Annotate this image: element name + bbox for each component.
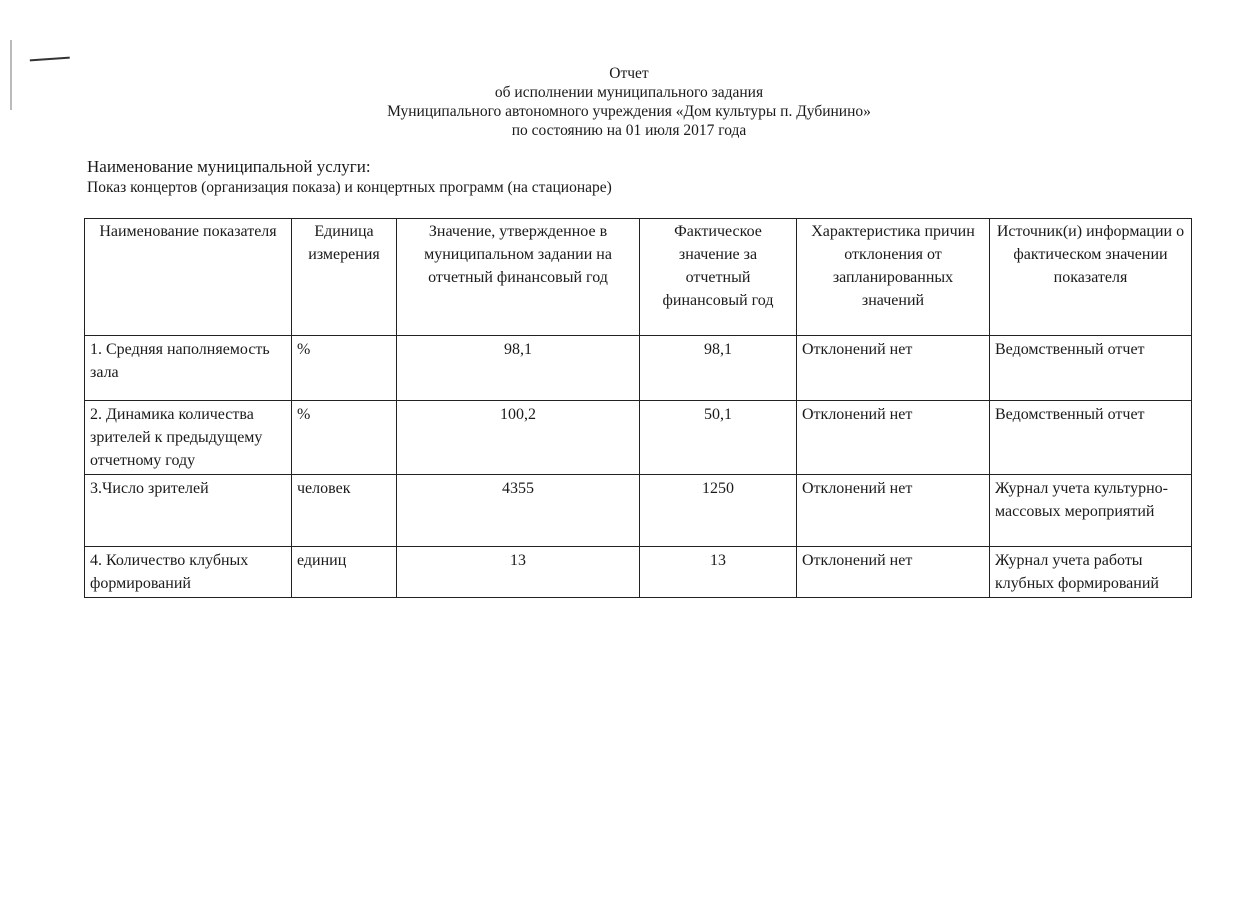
col-header-unit: Единица измерения [292, 219, 397, 336]
source-cell: Журнал учета работы клубных формирований [990, 547, 1192, 598]
planned-value: 100,2 [397, 401, 640, 475]
deviation-cell: Отклонений нет [797, 336, 990, 401]
source-cell: Журнал учета культурно-массовых мероприятий [990, 475, 1192, 547]
report-subtitle: об исполнении муниципального задания [494, 84, 764, 101]
col-header-deviation: Характеристика причин отклонения от запланированных значений [797, 219, 990, 336]
source-cell: Ведомственный отчет [990, 336, 1192, 401]
deviation-cell: Отклонений нет [797, 547, 990, 598]
actual-value: 13 [640, 547, 797, 598]
unit-cell: человек [292, 475, 397, 547]
report-header [0, 64, 1258, 140]
actual-value: 1250 [640, 475, 797, 547]
actual-value: 50,1 [640, 401, 797, 475]
unit-cell: единиц [292, 547, 397, 598]
table-header-row [85, 219, 1192, 336]
table-row [85, 336, 1192, 401]
unit-cell: % [292, 336, 397, 401]
col-header-actual: Фактическое значение за отчетный финансовый год [640, 219, 797, 336]
report-title: Отчет [609, 65, 649, 82]
service-name: Показ концертов (организация показа) и концертных программ (на стационаре) [87, 179, 612, 196]
indicators-table [84, 218, 1192, 598]
table-row [85, 401, 1192, 475]
planned-value: 13 [397, 547, 640, 598]
col-header-planned: Значение, утвержденное в муниципальном задании на отчетный финансовый год [397, 219, 640, 336]
table-row [85, 547, 1192, 598]
indicator-name: 4. Количество клубных формирований [85, 547, 292, 598]
report-date: по состоянию на 01 июля 2017 года [511, 122, 747, 139]
indicator-name: 2. Динамика количества зрителей к предыдущему отчетному году [85, 401, 292, 475]
service-label: Наименование муниципальной услуги: [87, 157, 371, 176]
planned-value: 4355 [397, 475, 640, 547]
institution-name: Муниципального автономного учреждения «Дом культуры п. Дубинино» [387, 103, 871, 120]
table-row [85, 475, 1192, 547]
indicator-name: 1. Средняя наполняемость зала [85, 336, 292, 401]
service-block [87, 157, 612, 198]
unit-cell: % [292, 401, 397, 475]
planned-value: 98,1 [397, 336, 640, 401]
deviation-cell: Отклонений нет [797, 475, 990, 547]
deviation-cell: Отклонений нет [797, 401, 990, 475]
indicator-name: 3.Число зрителей [85, 475, 292, 547]
col-header-indicator: Наименование показателя [85, 219, 292, 336]
actual-value: 98,1 [640, 336, 797, 401]
source-cell: Ведомственный отчет [990, 401, 1192, 475]
col-header-source: Источник(и) информации о фактическом значении показателя [990, 219, 1192, 336]
